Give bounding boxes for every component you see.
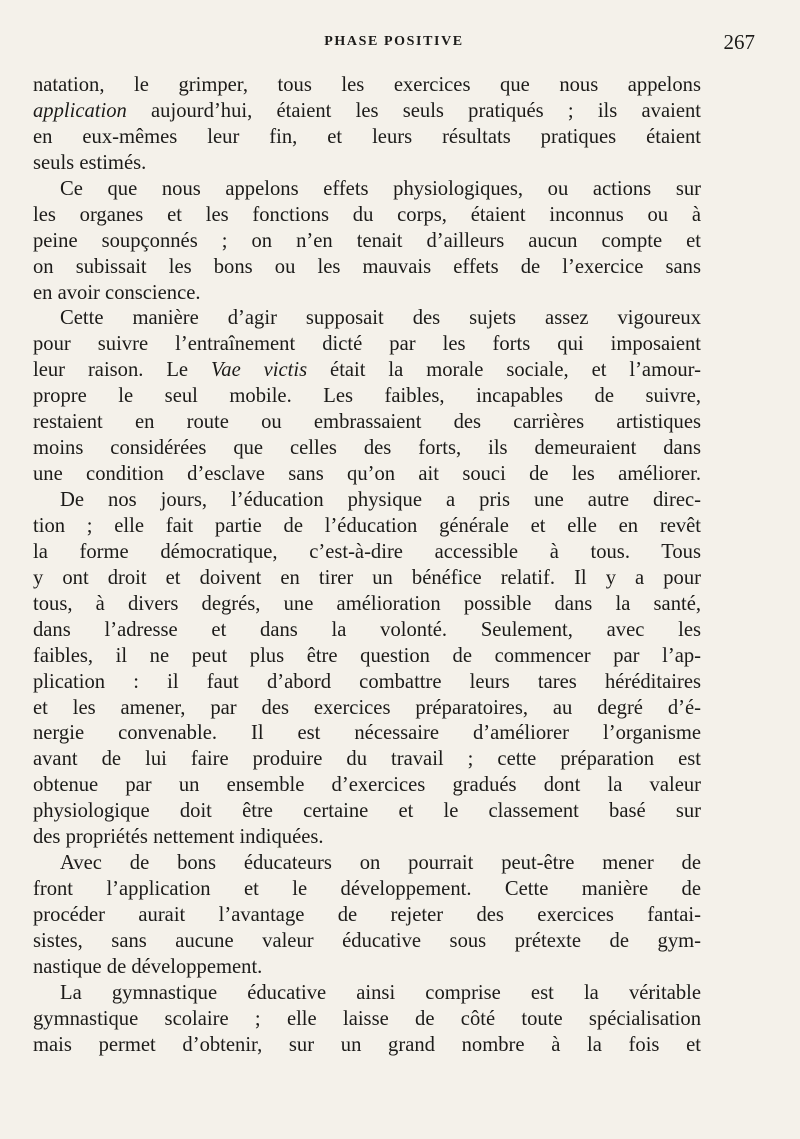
text-line: seuls estimés. — [33, 151, 147, 174]
text-line: dans l’adresse et dans la volonté. Seulement, avec les — [33, 618, 701, 641]
text-line: De nos jours, l’éducation physique a pris une autre direc- — [60, 489, 701, 511]
text-line: Cette manière d’agir supposait des sujets assez vigoureux — [60, 307, 701, 330]
text-line: faibles, il ne peut plus être question de commencer par l’ap- — [33, 644, 701, 667]
text-line: tion ; elle fait partie de l’éducation générale et elle en revêt — [33, 514, 701, 537]
text-line: sistes, sans aucune valeur éducative sous prétexte de gym- — [33, 929, 701, 952]
text-segment: aujourd’hui, étaient les seuls pratiqués ; ils avaient — [126, 99, 701, 122]
text-line: pour suivre l’entraînement dicté par les forts qui imposaient — [33, 333, 701, 356]
text-line: peine soupçonnés ; on n’en tenait d’ailleurs aucun compte et — [33, 229, 701, 252]
text-line: tous, à divers degrés, une amélioration possible dans la santé, — [33, 592, 701, 615]
text-line: en eux-mêmes leur fin, et leurs résultats pratiques étaient — [33, 125, 701, 148]
text-line: Ce que nous appelons effets physiologiques, ou actions sur — [60, 177, 701, 200]
text-line: mais permet d’obtenir, sur un grand nombre à la fois et — [33, 1033, 701, 1056]
text-line: et les amener, par des exercices préparatoires, au degré d’é- — [33, 696, 701, 719]
text-line: les organes et les fonctions du corps, étaient inconnus ou à — [33, 203, 701, 226]
text-line: plication : il faut d’abord combattre leurs tares héréditaires — [33, 670, 701, 693]
running-head: PHASE POSITIVE — [324, 34, 464, 49]
text-line: gymnastique scolaire ; elle laisse de côté toute spécialisation — [33, 1007, 701, 1030]
text-line: nastique de développement. — [33, 955, 263, 978]
text-line: front l’application et le développement. Cette manière de — [33, 878, 701, 901]
italic-phrase: Vae victis — [211, 359, 308, 382]
text-line: une condition d’esclave sans qu’on ait souci de les améliorer. — [33, 463, 701, 486]
text-line — [33, 99, 701, 125]
text-line: natation, le grimper, tous les exercices que nous appelons — [33, 74, 701, 96]
text-line: propre le seul mobile. Les faibles, incapables de suivre, — [33, 385, 701, 408]
text-line: en avoir conscience. — [33, 281, 201, 304]
text-line: la forme démocratique, c’est-à-dire accessible à tous. Tous — [33, 540, 701, 563]
text-line: La gymnastique éducative ainsi comprise est la véritable — [60, 981, 701, 1004]
text-line: procéder aurait l’avantage de rejeter des exercices fantai- — [33, 904, 701, 926]
text-line: nergie convenable. Il est nécessaire d’améliorer l’organisme — [33, 722, 701, 745]
text-line: physiologique doit être certaine et le classement basé sur — [33, 800, 701, 823]
text-line: avant de lui faire produire du travail ; cette préparation est — [33, 748, 701, 771]
text-line: Avec de bons éducateurs on pourrait peut-être mener de — [60, 852, 701, 875]
text-line: y ont droit et doivent en tirer un bénéfice relatif. Il y a pour — [33, 566, 701, 589]
italic-phrase: application — [33, 99, 127, 122]
text-line: on subissait les bons ou les mauvais effets de l’exercice sans — [33, 255, 701, 278]
text-segment: leur raison. Le — [33, 359, 211, 382]
page-number: 267 — [723, 30, 755, 54]
page-header — [33, 30, 755, 56]
text-line: moins considérées que celles des forts, ils demeuraient dans — [33, 437, 701, 460]
text-segment: était la morale sociale, et l’amour- — [307, 359, 701, 382]
text-line: restaient en route ou embrassaient des carrières artistiques — [33, 411, 701, 434]
body-text — [33, 73, 701, 1059]
text-line: des propriétés nettement indiquées. — [33, 826, 324, 849]
text-line: obtenue par un ensemble d’exercices gradués dont la valeur — [33, 774, 701, 797]
text-line — [33, 358, 701, 384]
